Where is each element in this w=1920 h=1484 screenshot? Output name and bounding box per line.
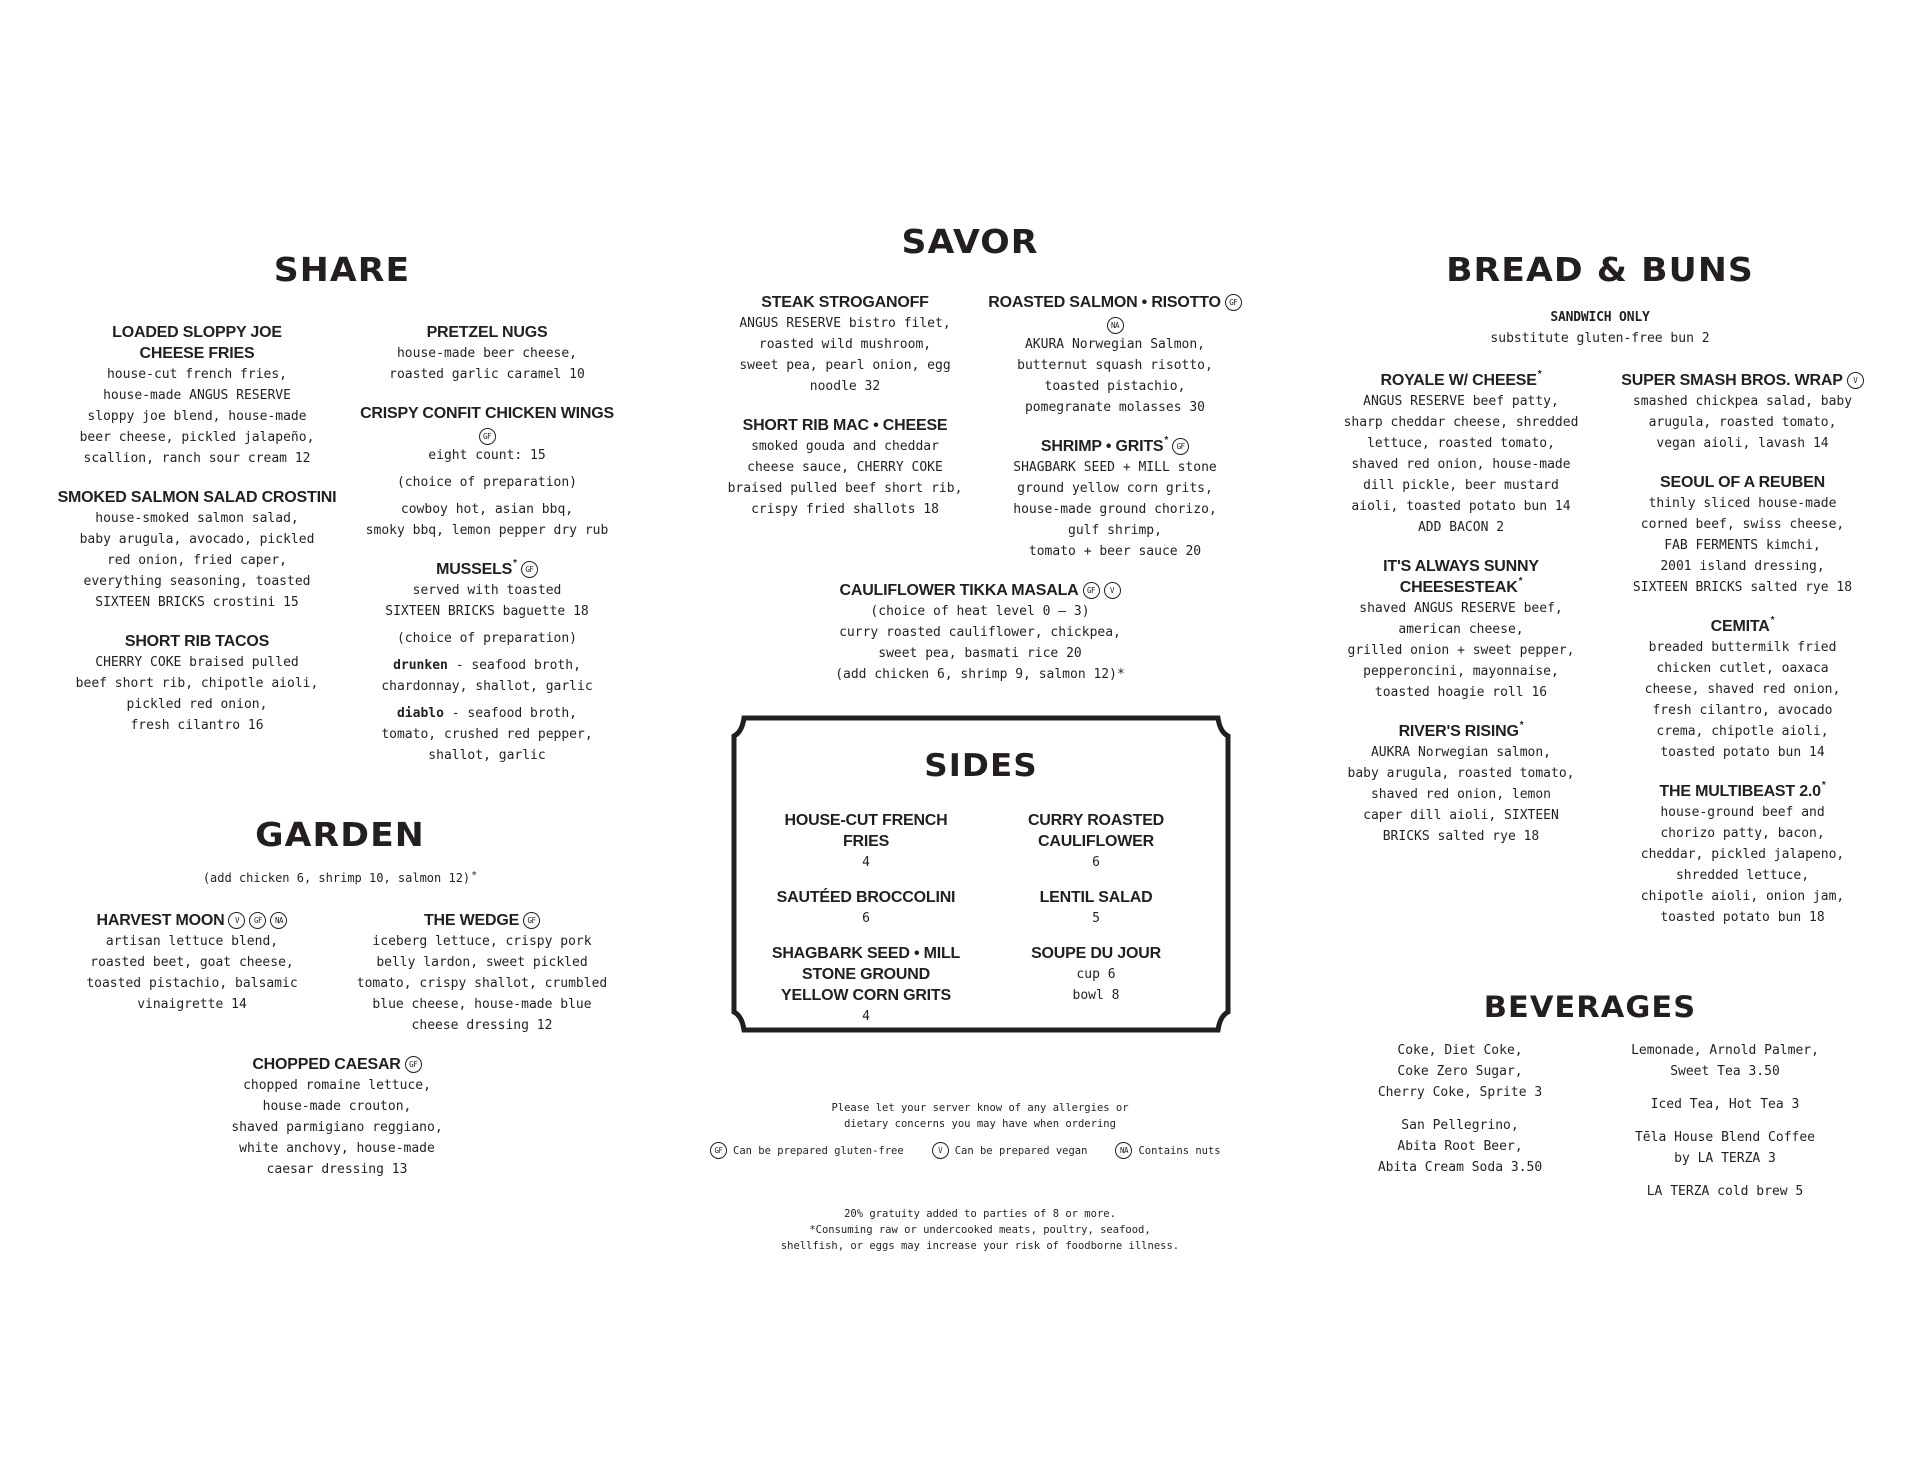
mussels-option-drunken: drunken - seafood broth, chardonnay, shallot, garlic [381, 658, 593, 694]
menu-item-smoked-salmon-crostini [52, 487, 342, 613]
item-name: MUSSELS * GF [436, 559, 538, 580]
menu-item-multibeast [1605, 781, 1880, 928]
beverage-sodas: Coke, Diet Coke, Coke Zero Sugar, Cherry Coke, Sprite 3 [1377, 1043, 1543, 1100]
menu-item-super-smash-wrap [1605, 370, 1880, 454]
item-name: PRETZEL NUGS [426, 324, 548, 341]
gratuity-notice: 20% gratuity added to parties of 8 or more. *Consuming raw or undercooked meats, poultry, seafood, shellfish, or eggs may increase your risk of foodborne illness. [780, 1208, 1180, 1252]
menu-item-seoul-reuben [1605, 472, 1880, 598]
item-name: THE MULTIBEAST 2.0 * [1659, 780, 1826, 800]
side-item-corn-grits: SHAGBARK SEED • MILL STONE GROUND YELLOW CORN GRITS 4 [771, 945, 961, 1024]
menu-item-short-rib-mac [715, 415, 975, 520]
garden-title: GARDEN [255, 815, 425, 854]
item-desc: AUKRA Norwegian salmon, baby arugula, roasted tomato, shaved red onion, lemon caper dill aioli, SIXTEEN BRICKS salted rye 18 [1347, 745, 1575, 844]
share-right-column [352, 322, 622, 784]
contains-nuts-badge: NA [270, 912, 287, 929]
beverage-specialty-sodas: San Pellegrino, Abita Root Beer, Abita Cream Soda 3.50 [1377, 1118, 1543, 1175]
beverages-right-column [1600, 1040, 1850, 1214]
item-desc: house-ground beef and chorizo patty, bacon, cheddar, pickled jalapeno, shredded lettuce, chipotle aioli, onion jam, toasted potato bun 18 [1640, 805, 1845, 925]
item-desc: CHERRY COKE braised pulled beef short rib, chipotle aioli, pickled red onion, fresh cilantro 16 [75, 655, 319, 733]
garden-add-protein-note: (add chicken 6, shrimp 10, salmon 12)* [202, 870, 478, 885]
item-desc: SHAGBARK SEED + MILL stone ground yellow corn grits, house-made ground chorizo, gulf shrimp, tomato + beer sauce 20 [1013, 460, 1217, 559]
contains-nuts-badge: NA [1115, 1142, 1132, 1159]
sides-right-column [996, 810, 1196, 1024]
beverage-coffee: Tēla House Blend Coffee by LA TERZA 3 [1634, 1130, 1815, 1166]
side-item-broccolini: SAUTÉED BROCCOLINI 6 [776, 889, 956, 926]
item-name: SMOKED SALMON SALAD CROSTINI [57, 489, 337, 506]
savor-title: SAVOR [901, 222, 1039, 261]
menu-item-the-wedge [342, 910, 622, 1036]
item-desc: iceberg lettuce, crispy pork belly lardon, sweet pickled tomato, crispy shallot, crumbled blue cheese, house-made blue cheese dressing 12 [356, 934, 608, 1033]
menu-item-loaded-sloppy-joe [52, 322, 342, 469]
allergy-notice: Please let your server know of any allergies or dietary concerns you may have when ordering [831, 1102, 1129, 1130]
sides-box [730, 714, 1232, 1034]
item-desc: thinly sliced house-made corned beef, swiss cheese, FAB FERMENTS kimchi, 2001 island dressing, SIXTEEN BRICKS salted rye 18 [1632, 496, 1853, 595]
savor-items [715, 292, 1245, 703]
item-desc: served with toasted SIXTEEN BRICKS baguette 18 [385, 583, 589, 619]
item-note: (choice of preparation) [396, 631, 577, 646]
beverages-left-column [1335, 1040, 1585, 1190]
gluten-free-badge: GF [523, 912, 540, 929]
item-desc: ANGUS RESERVE bistro filet, roasted wild mushroom, sweet pea, pearl onion, egg noodle 32 [739, 316, 951, 394]
item-name: SHORT RIB MAC • CHEESE [742, 417, 948, 434]
menu-item-shrimp-grits [985, 436, 1245, 562]
item-desc: breaded buttermilk fried chicken cutlet, oaxaca cheese, shaved red onion, fresh cilantro, avocado crema, chipotle aioli, toasted potato bun 14 [1644, 640, 1841, 760]
menu-item-cemita [1605, 616, 1880, 763]
mussels-option-diablo: diablo - seafood broth, tomato, crushed red pepper, shallot, garlic [381, 706, 593, 763]
beverage-tea: Iced Tea, Hot Tea 3 [1650, 1097, 1800, 1112]
item-name: RIVER'S RISING * [1398, 720, 1524, 740]
item-name-line2: CHEESESTEAK * [1399, 576, 1523, 596]
item-options: cowboy hot, asian bbq, smoky bbq, lemon pepper dry rub [365, 502, 609, 538]
item-name: IT'S ALWAYS SUNNY [1383, 558, 1539, 575]
item-name: SHORT RIB TACOS [124, 633, 270, 650]
menu-item-cauliflower-tikka-masala [715, 580, 1245, 685]
dietary-legend [710, 1142, 1221, 1159]
beverage-cold-brew: LA TERZA cold brew 5 [1646, 1184, 1804, 1199]
item-desc: shaved ANGUS RESERVE beef, american cheese, grilled onion + sweet pepper, pepperoncini, mayonnaise, toasted hoagie roll 16 [1347, 601, 1575, 700]
item-name: ROASTED SALMON • RISOTTO GF NA [985, 292, 1245, 334]
sandwich-only-note: SANDWICH ONLY substitute gluten-free bun 2 [1490, 310, 1710, 346]
share-title: SHARE [273, 250, 411, 289]
gluten-free-badge: GF [249, 912, 266, 929]
menu-item-chopped-caesar [52, 1054, 622, 1180]
gluten-free-badge: GF [405, 1056, 422, 1073]
menu-item-always-sunny-cheesesteak [1322, 556, 1600, 703]
bread-left-column [1322, 370, 1600, 865]
menu-item-short-rib-tacos [52, 631, 342, 736]
contains-nuts-badge: NA [1107, 317, 1124, 334]
sides-title: SIDES [924, 748, 1038, 784]
sides-left-column [766, 810, 966, 1045]
item-name: SEOUL OF A REUBEN [1660, 474, 1825, 491]
item-desc: house-cut french fries, house-made ANGUS RESERVE sloppy joe blend, house-made beer cheese, pickled jalapeño, scallion, ranch sour cream 12 [79, 367, 315, 466]
item-name: HARVEST MOON V GF NA [97, 910, 288, 931]
item-desc: chopped romaine lettuce, house-made crouton, shaved parmigiano reggiano, white anchovy, house-made caesar dressing 13 [231, 1078, 443, 1177]
item-note: (choice of preparation) [396, 475, 577, 490]
item-name: SHRIMP • GRITS * GF [1041, 436, 1189, 457]
beverage-lemonade: Lemonade, Arnold Palmer, Sweet Tea 3.50 [1631, 1043, 1819, 1079]
menu-item-pretzel-nugs [352, 322, 622, 385]
item-desc: artisan lettuce blend, roasted beet, goat cheese, toasted pistachio, balsamic vinaigrette 14 [86, 934, 298, 1012]
side-item-curry-cauliflower: CURRY ROASTED CAULIFLOWER 6 [1027, 812, 1165, 870]
gluten-free-badge: GF [1225, 294, 1242, 311]
gluten-free-badge: GF [710, 1142, 727, 1159]
bread-right-column [1605, 370, 1880, 946]
menu-item-harvest-moon [52, 910, 332, 1036]
side-item-soupe-du-jour: SOUPE DU JOUR cup 6 bowl 8 [1031, 945, 1161, 1003]
gluten-free-badge: GF [1172, 438, 1189, 455]
gluten-free-badge: GF [479, 428, 496, 445]
item-name: CEMITA * [1710, 615, 1775, 635]
item-name: CHOPPED CAESAR GF [252, 1054, 421, 1075]
legend-gluten-free: GF Can be prepared gluten-free [710, 1142, 904, 1159]
gluten-free-badge: GF [1083, 582, 1100, 599]
item-desc: smashed chickpea salad, baby arugula, roasted tomato, vegan aioli, lavash 14 [1632, 394, 1853, 451]
vegan-badge: V [1104, 582, 1121, 599]
side-item-french-fries: HOUSE-CUT FRENCH FRIES 4 [784, 812, 948, 870]
vegan-badge: V [1847, 372, 1864, 389]
item-desc: eight count: 15 [428, 448, 546, 463]
item-desc: house-smoked salmon salad, baby arugula, avocado, pickled red onion, fried caper, everything seasoning, toasted SIXTEEN BRICKS crostini 15 [79, 511, 315, 610]
item-desc: smoked gouda and cheddar cheese sauce, CHERRY COKE braised pulled beef short rib, crispy fried shallots 18 [727, 439, 963, 517]
gluten-free-badge: GF [521, 561, 538, 578]
menu-item-steak-stroganoff [715, 292, 975, 397]
legend-contains-nuts: NA Contains nuts [1115, 1142, 1220, 1159]
item-desc: ANGUS RESERVE beef patty, sharp cheddar cheese, shredded lettuce, roasted tomato, shaved red onion, house-made dill pickle, beer mustard aioli, toasted potato bun 14 ADD BACON 2 [1343, 394, 1579, 535]
item-desc: AKURA Norwegian Salmon, butternut squash risotto, toasted pistachio, pomegranate molasses 30 [1017, 337, 1213, 415]
item-name: ROYALE W/ CHEESE * [1380, 369, 1542, 389]
item-name: THE WEDGE GF [424, 910, 540, 931]
item-name: CAULIFLOWER TIKKA MASALA GF V [839, 580, 1120, 601]
vegan-badge: V [228, 912, 245, 929]
item-name: LOADED SLOPPY JOE [112, 324, 282, 341]
item-name-line2: CHEESE FRIES [139, 345, 255, 362]
menu-item-rivers-rising [1322, 721, 1600, 847]
bread-buns-title: BREAD & BUNS [1446, 250, 1754, 289]
garden-items [52, 910, 622, 1198]
item-desc: (choice of heat level 0 – 3) curry roasted cauliflower, chickpea, sweet pea, basmati rice 20 (add chicken 6, shrimp 9, salmon 12)* [835, 604, 1125, 682]
menu-item-roasted-salmon-risotto [985, 292, 1245, 418]
side-item-lentil-salad: LENTIL SALAD 5 [1039, 889, 1153, 926]
item-name: SUPER SMASH BROS. WRAP V [1621, 370, 1863, 391]
legend-vegan: V Can be prepared vegan [932, 1142, 1088, 1159]
beverages-title: BEVERAGES [1483, 990, 1697, 1024]
item-name: CRISPY CONFIT CHICKEN WINGS GF [352, 403, 622, 445]
menu-item-chicken-wings [352, 403, 622, 541]
item-name: STEAK STROGANOFF [761, 294, 929, 311]
menu-item-mussels [352, 559, 622, 766]
share-left-column [52, 322, 342, 754]
item-desc: house-made beer cheese, roasted garlic caramel 10 [389, 346, 585, 382]
vegan-badge: V [932, 1142, 949, 1159]
menu-item-royale-cheese [1322, 370, 1600, 538]
